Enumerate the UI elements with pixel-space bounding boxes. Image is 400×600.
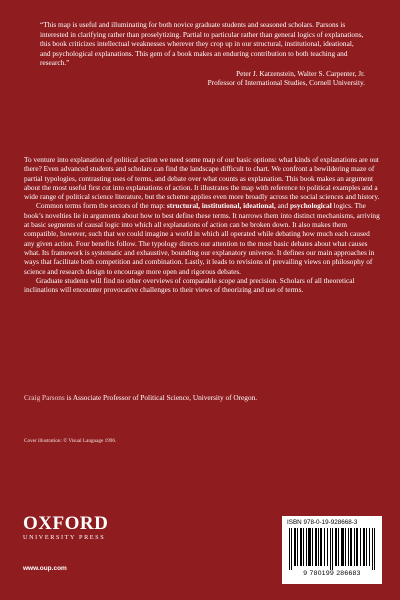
endorsement-attribution	[40, 69, 365, 88]
isbn-label: ISBN 978-0-19-928668-3	[287, 519, 358, 526]
cover-credit: Cover illustration: © Visual Language 1996.	[24, 438, 117, 444]
description-paragraph-3: Graduate students will find no other overviews of comparable scope and precision. Scholars of all theoretical inclinations will encounter provocative challenges to their views of theorizing and use of terms.	[24, 275, 355, 295]
endorser-title: Walter S. Carpenter, Jr.	[295, 68, 365, 78]
p2-rest: logics. The book’s novelties lie in arguments about how to best define these terms. It narrows them into distinct mechanisms, arriving at basic segments of causal logic into which all explanations of action can be broken down. It also makes them compatible, however, such that we could imagine a world in which all operated while debating how much each caused any given action. Four benefits follow. The typology directs our attention to the most basic debates about what causes what. Its framework is systematic and exhaustive, bounding our explanatory universe. It defines our main approaches in ways that facilitate both competition and combination. Lastly, it leads to revisions of prevailing views on philosophy of science and research design to encourage more open and rigorous debates.	[24, 201, 380, 276]
endorser-affiliation: Professor of International Studies, Cornell University.	[207, 77, 365, 87]
author-bio	[24, 393, 380, 402]
endorser-name: Peter J. Katzenstein,	[236, 68, 296, 78]
author-name: Craig Parsons	[24, 393, 65, 402]
barcode-icon	[287, 528, 377, 570]
book-description	[24, 155, 380, 294]
publisher-name: OXFORD	[23, 513, 109, 534]
barcode-digits: 9 780199 286683	[303, 570, 361, 577]
description-paragraph-1: To venture into explanation of political action we need some map of our basic options: what kinds of explanations are out there? Even advanced students and scholars can find the landscape difficult to chart. We confront a bewildering maze of partial typologies, contrasting uses of terms, and debate over what counts as explanation. This book makes an argument about the most useful first cut into explanations of action. It illustrates the map with reference to political examples and a wide range of political science literature, but the scheme applies even more broadly across the social sciences and history.	[24, 155, 380, 202]
p2-sectors: structural, institutional, ideational,	[166, 201, 276, 211]
p2-psych: psychological	[289, 201, 332, 211]
endorsement-blurb	[40, 20, 365, 87]
publisher-subtitle: UNIVERSITY PRESS	[23, 534, 106, 541]
p2-mid: and	[275, 201, 290, 211]
endorsement-quote: “This map is useful and illuminating for both novice graduate students and seasoned scholars. Parsons is interested in clarifying rather than proselytizing. Partial to particular rather than general logics of explanations, this book criticizes intellectual weaknesses wherever they crop up in our structural, institutional, ideational, and psychological explanations. This gem of a book makes an enduring contribution to both teaching and research.”	[40, 20, 364, 67]
p2-start: Common terms form the sectors of the map:	[36, 201, 167, 211]
description-paragraph-2	[24, 201, 380, 275]
barcode-block	[282, 516, 382, 584]
author-bio-text: is Associate Professor of Political Science, University of Oregon.	[64, 393, 258, 402]
publisher-logo	[23, 514, 133, 542]
publisher-website: www.oup.com	[23, 565, 67, 572]
